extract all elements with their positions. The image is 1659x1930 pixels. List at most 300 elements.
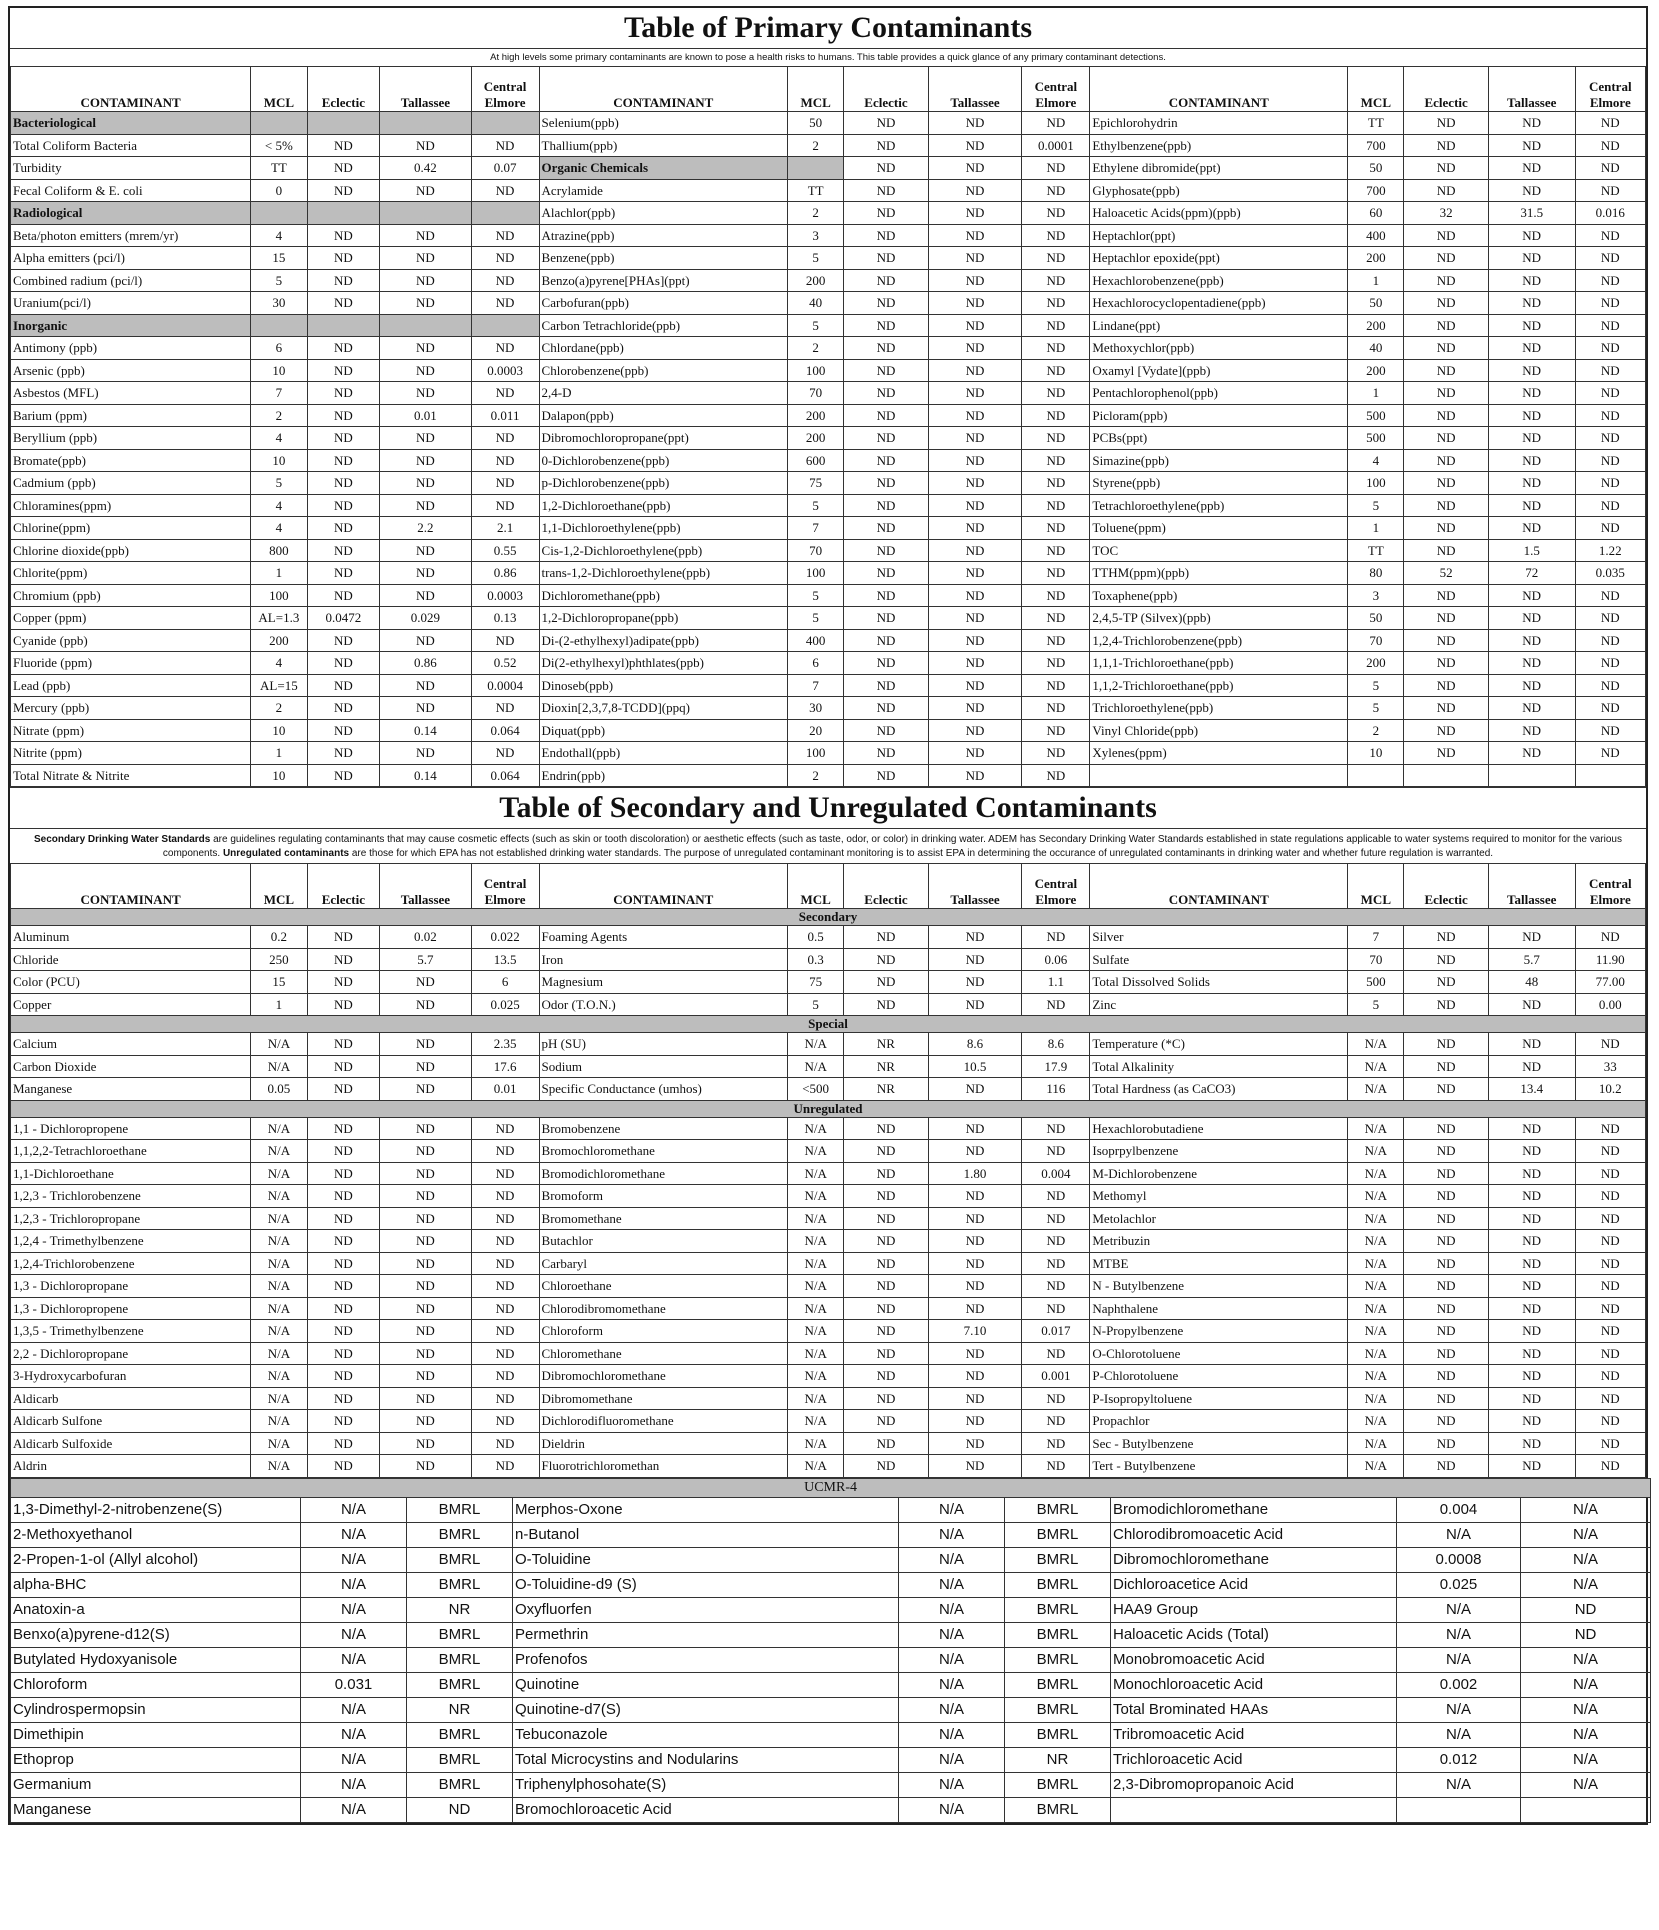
value-cell: ND xyxy=(380,472,471,495)
value-cell: 0.004 xyxy=(1022,1162,1090,1185)
value-cell: ND xyxy=(844,629,928,652)
value-cell xyxy=(380,112,471,135)
value-cell: ND xyxy=(1488,1230,1575,1253)
value-cell: ND xyxy=(380,1342,471,1365)
value-cell: ND xyxy=(928,449,1022,472)
value-cell: ND xyxy=(307,269,380,292)
value-cell: 5 xyxy=(1348,993,1404,1016)
value-cell: 6 xyxy=(251,337,307,360)
contaminant-cell: Methomyl xyxy=(1090,1185,1348,1208)
value-cell: ND xyxy=(1488,517,1575,540)
value-cell: ND xyxy=(1022,337,1090,360)
value-cell: 0.42 xyxy=(380,157,471,180)
value-cell: ND xyxy=(928,1455,1022,1478)
value-cell: ND xyxy=(928,1252,1022,1275)
ucmr-value-cell: 0.025 xyxy=(1397,1572,1521,1597)
value-cell: ND xyxy=(928,993,1022,1016)
value-cell: ND xyxy=(1575,112,1645,135)
value-cell: ND xyxy=(1404,1185,1488,1208)
contaminant-cell: Toluene(ppm) xyxy=(1090,517,1348,540)
header-row xyxy=(11,67,1646,112)
ucmr-row xyxy=(11,1647,1651,1672)
value-cell: 0.3 xyxy=(788,948,844,971)
value-cell: ND xyxy=(928,584,1022,607)
contaminant-cell: 2,2 - Dichloropropane xyxy=(11,1342,251,1365)
contaminant-cell: Aluminum xyxy=(11,926,251,949)
secondary-note xyxy=(10,828,1646,863)
value-cell: ND xyxy=(844,539,928,562)
value-cell: <500 xyxy=(788,1078,844,1101)
value-cell: 5 xyxy=(788,584,844,607)
contaminant-cell: Dibromomethane xyxy=(539,1387,787,1410)
ucmr-row xyxy=(11,1622,1651,1647)
value-cell: ND xyxy=(844,1207,928,1230)
value-cell: ND xyxy=(1488,1365,1575,1388)
value-cell: ND xyxy=(1022,1410,1090,1433)
ucmr-value-cell: N/A xyxy=(301,1647,407,1672)
contaminant-cell: Metolachlor xyxy=(1090,1207,1348,1230)
value-cell: 4 xyxy=(251,224,307,247)
header-row xyxy=(11,864,1646,909)
value-cell: ND xyxy=(928,404,1022,427)
value-cell: ND xyxy=(307,562,380,585)
value-cell: N/A xyxy=(788,1387,844,1410)
ucmr-value-cell: N/A xyxy=(899,1647,1005,1672)
value-cell: N/A xyxy=(251,1342,307,1365)
contaminant-cell: Radiological xyxy=(11,202,251,225)
value-cell: ND xyxy=(1022,719,1090,742)
ucmr-row xyxy=(11,1747,1651,1772)
value-cell: ND xyxy=(1404,719,1488,742)
value-cell: N/A xyxy=(251,1117,307,1140)
contaminant-cell: Dieldrin xyxy=(539,1432,787,1455)
column-header: Eclectic xyxy=(1404,864,1488,909)
ucmr-value-cell: BMRL xyxy=(1005,1522,1111,1547)
contaminant-cell: 1,2-Dichloropropane(ppb) xyxy=(539,607,787,630)
ucmr-value-cell: BMRL xyxy=(407,1572,513,1597)
value-cell: ND xyxy=(1488,1033,1575,1056)
value-cell: 33 xyxy=(1575,1055,1645,1078)
contaminant-cell: Hexachlorocyclopentadiene(ppb) xyxy=(1090,292,1348,315)
value-cell: ND xyxy=(1488,652,1575,675)
value-cell: 13.4 xyxy=(1488,1078,1575,1101)
value-cell: ND xyxy=(1488,993,1575,1016)
value-cell: ND xyxy=(380,1320,471,1343)
value-cell: 0.064 xyxy=(471,719,539,742)
table-row xyxy=(11,494,1646,517)
ucmr-row xyxy=(11,1697,1651,1722)
table-row xyxy=(11,607,1646,630)
value-cell: ND xyxy=(1575,926,1645,949)
value-cell: ND xyxy=(1488,1140,1575,1163)
value-cell: ND xyxy=(380,584,471,607)
value-cell: ND xyxy=(307,1033,380,1056)
value-cell: ND xyxy=(1022,1432,1090,1455)
ucmr-contaminant-cell: Bromodichloromethane xyxy=(1111,1497,1397,1522)
value-cell: ND xyxy=(1404,607,1488,630)
ucmr-contaminant-cell: Trichloroacetic Acid xyxy=(1111,1747,1397,1772)
value-cell: ND xyxy=(307,742,380,765)
contaminant-cell: Di(2-ethylhexyl)phthlates(ppb) xyxy=(539,652,787,675)
value-cell: ND xyxy=(307,926,380,949)
value-cell: 0.00 xyxy=(1575,993,1645,1016)
value-cell: ND xyxy=(1575,1455,1645,1478)
value-cell: ND xyxy=(928,1342,1022,1365)
table-row xyxy=(11,247,1646,270)
value-cell: ND xyxy=(1488,742,1575,765)
table-row xyxy=(11,1055,1646,1078)
table-row xyxy=(11,926,1646,949)
value-cell: 100 xyxy=(788,742,844,765)
value-cell: 1 xyxy=(251,562,307,585)
value-cell: ND xyxy=(307,971,380,994)
value-cell: ND xyxy=(307,697,380,720)
value-cell: 1 xyxy=(251,993,307,1016)
value-cell: 10.2 xyxy=(1575,1078,1645,1101)
ucmr-value-cell: N/A xyxy=(899,1747,1005,1772)
value-cell: ND xyxy=(307,382,380,405)
table-row xyxy=(11,1410,1646,1433)
value-cell: 600 xyxy=(788,449,844,472)
value-cell: ND xyxy=(471,1320,539,1343)
value-cell: 200 xyxy=(788,269,844,292)
column-header: Eclectic xyxy=(307,67,380,112)
contaminant-cell: Tert - Butylbenzene xyxy=(1090,1455,1348,1478)
secondary-table xyxy=(10,863,1646,1478)
table-row xyxy=(11,202,1646,225)
value-cell xyxy=(1575,764,1645,787)
value-cell: ND xyxy=(1488,472,1575,495)
value-cell: 2.35 xyxy=(471,1033,539,1056)
value-cell: ND xyxy=(1022,1297,1090,1320)
value-cell: ND xyxy=(1404,1230,1488,1253)
value-cell: ND xyxy=(380,269,471,292)
value-cell: N/A xyxy=(788,1297,844,1320)
value-cell: ND xyxy=(844,134,928,157)
value-cell: ND xyxy=(844,719,928,742)
table-row xyxy=(11,1365,1646,1388)
contaminant-cell: Carbofuran(ppb) xyxy=(539,292,787,315)
value-cell: 1 xyxy=(1348,269,1404,292)
value-cell: N/A xyxy=(251,1387,307,1410)
ucmr-value-cell: N/A xyxy=(899,1697,1005,1722)
contaminant-cell: Arsenic (ppb) xyxy=(11,359,251,382)
value-cell: ND xyxy=(844,404,928,427)
value-cell: 0.025 xyxy=(471,993,539,1016)
ucmr-row xyxy=(11,1772,1651,1797)
value-cell: ND xyxy=(928,697,1022,720)
ucmr-row xyxy=(11,1547,1651,1572)
value-cell: 7 xyxy=(788,674,844,697)
value-cell: AL=15 xyxy=(251,674,307,697)
value-cell: ND xyxy=(380,674,471,697)
value-cell: ND xyxy=(307,629,380,652)
value-cell: 1.1 xyxy=(1022,971,1090,994)
value-cell: 50 xyxy=(788,112,844,135)
contaminant-cell xyxy=(1090,764,1348,787)
value-cell: ND xyxy=(844,674,928,697)
value-cell: ND xyxy=(1575,1320,1645,1343)
value-cell: ND xyxy=(307,764,380,787)
contaminant-cell: Mercury (ppb) xyxy=(11,697,251,720)
value-cell: 0.0001 xyxy=(1022,134,1090,157)
value-cell: ND xyxy=(307,247,380,270)
contaminant-cell: Aldrin xyxy=(11,1455,251,1478)
value-cell: 10 xyxy=(1348,742,1404,765)
contaminant-cell: Total Coliform Bacteria xyxy=(11,134,251,157)
value-cell: ND xyxy=(928,494,1022,517)
value-cell: 75 xyxy=(788,472,844,495)
value-cell: ND xyxy=(928,1432,1022,1455)
value-cell: ND xyxy=(1404,1275,1488,1298)
contaminant-cell: PCBs(ppt) xyxy=(1090,427,1348,450)
value-cell: ND xyxy=(1022,472,1090,495)
value-cell: 5 xyxy=(788,314,844,337)
value-cell: ND xyxy=(380,179,471,202)
value-cell: ND xyxy=(1488,179,1575,202)
value-cell: 0 xyxy=(251,179,307,202)
value-cell: N/A xyxy=(251,1162,307,1185)
ucmr-value-cell: N/A xyxy=(899,1772,1005,1797)
value-cell: ND xyxy=(471,1230,539,1253)
ucmr-contaminant-cell: O-Toluidine xyxy=(513,1547,899,1572)
value-cell: N/A xyxy=(788,1432,844,1455)
value-cell: ND xyxy=(928,247,1022,270)
value-cell: ND xyxy=(1404,1117,1488,1140)
value-cell: ND xyxy=(928,1275,1022,1298)
value-cell: ND xyxy=(928,652,1022,675)
ucmr-value-cell: BMRL xyxy=(1005,1622,1111,1647)
contaminant-cell: Styrene(ppb) xyxy=(1090,472,1348,495)
value-cell xyxy=(307,202,380,225)
value-cell: 2.1 xyxy=(471,517,539,540)
value-cell: ND xyxy=(1575,1230,1645,1253)
value-cell: ND xyxy=(471,179,539,202)
value-cell: ND xyxy=(1022,1387,1090,1410)
value-cell: N/A xyxy=(788,1185,844,1208)
value-cell: ND xyxy=(1404,926,1488,949)
contaminant-cell: 1,3 - Dichloropropane xyxy=(11,1275,251,1298)
value-cell: 0.5 xyxy=(788,926,844,949)
value-cell: ND xyxy=(844,1432,928,1455)
value-cell: 700 xyxy=(1348,179,1404,202)
value-cell: ND xyxy=(380,697,471,720)
contaminant-cell: Dalapon(ppb) xyxy=(539,404,787,427)
contaminant-cell: 1,3,5 - Trimethylbenzene xyxy=(11,1320,251,1343)
value-cell: 0.01 xyxy=(471,1078,539,1101)
ucmr-contaminant-cell: Quinotine-d7(S) xyxy=(513,1697,899,1722)
value-cell: ND xyxy=(1404,157,1488,180)
value-cell: 200 xyxy=(788,404,844,427)
contaminant-cell: Hexachlorobenzene(ppb) xyxy=(1090,269,1348,292)
ucmr-value-cell: BMRL xyxy=(1005,1772,1111,1797)
value-cell: 10 xyxy=(251,764,307,787)
table-row xyxy=(11,1078,1646,1101)
value-cell: 0.02 xyxy=(380,926,471,949)
contaminant-cell: Thallium(ppb) xyxy=(539,134,787,157)
value-cell: ND xyxy=(844,472,928,495)
value-cell: ND xyxy=(471,697,539,720)
column-header: Tallassee xyxy=(928,67,1022,112)
contaminant-cell: 1,2-Dichloroethane(ppb) xyxy=(539,494,787,517)
ucmr-row xyxy=(11,1722,1651,1747)
contaminant-cell: Glyphosate(ppb) xyxy=(1090,179,1348,202)
value-cell: 5 xyxy=(1348,674,1404,697)
contaminant-cell: Dichloromethane(ppb) xyxy=(539,584,787,607)
value-cell: ND xyxy=(380,1055,471,1078)
value-cell: ND xyxy=(471,1455,539,1478)
value-cell: ND xyxy=(1575,359,1645,382)
value-cell: ND xyxy=(471,427,539,450)
ucmr-contaminant-cell: Cylindrospermopsin xyxy=(11,1697,301,1722)
value-cell: 52 xyxy=(1404,562,1488,585)
table-row xyxy=(11,224,1646,247)
ucmr-value-cell: N/A xyxy=(1397,1622,1521,1647)
value-cell: N/A xyxy=(1348,1185,1404,1208)
value-cell: 200 xyxy=(1348,359,1404,382)
contaminant-cell: Isoprpylbenzene xyxy=(1090,1140,1348,1163)
ucmr-value-cell: N/A xyxy=(1521,1772,1651,1797)
contaminant-cell: pH (SU) xyxy=(539,1033,787,1056)
contaminant-cell: Carbon Dioxide xyxy=(11,1055,251,1078)
value-cell: ND xyxy=(844,1365,928,1388)
ucmr-table xyxy=(10,1478,1651,1823)
contaminant-cell: Ethylbenzene(ppb) xyxy=(1090,134,1348,157)
contaminant-cell: Methoxychlor(ppb) xyxy=(1090,337,1348,360)
value-cell: ND xyxy=(844,993,928,1016)
contaminant-cell: 1,1,2,2-Tetrachloroethane xyxy=(11,1140,251,1163)
value-cell: ND xyxy=(844,1455,928,1478)
value-cell: ND xyxy=(1488,1275,1575,1298)
value-cell: ND xyxy=(1022,1140,1090,1163)
value-cell: ND xyxy=(307,1455,380,1478)
column-header: Central Elmore xyxy=(1575,864,1645,909)
value-cell xyxy=(471,202,539,225)
value-cell: ND xyxy=(1022,224,1090,247)
value-cell: 500 xyxy=(1348,971,1404,994)
contaminant-cell: Vinyl Chloride(ppb) xyxy=(1090,719,1348,742)
table-row xyxy=(11,993,1646,1016)
ucmr-contaminant-cell: Triphenylphosohate(S) xyxy=(513,1772,899,1797)
ucmr-value-cell: BMRL xyxy=(1005,1672,1111,1697)
value-cell: ND xyxy=(1022,539,1090,562)
column-header: CONTAMINANT xyxy=(539,864,787,909)
value-cell: 0.07 xyxy=(471,157,539,180)
ucmr-value-cell: N/A xyxy=(301,1722,407,1747)
ucmr-value-cell: N/A xyxy=(301,1497,407,1522)
value-cell: 2 xyxy=(788,337,844,360)
contaminant-cell: Beta/photon emitters (mrem/yr) xyxy=(11,224,251,247)
ucmr-row xyxy=(11,1797,1651,1822)
table-row xyxy=(11,1432,1646,1455)
secondary-title: Table of Secondary and Unregulated Contaminants xyxy=(10,787,1646,828)
value-cell xyxy=(1488,764,1575,787)
value-cell: ND xyxy=(844,697,928,720)
ucmr-contaminant-cell: HAA9 Group xyxy=(1111,1597,1397,1622)
contaminant-cell: 1,2,4 - Trimethylbenzene xyxy=(11,1230,251,1253)
contaminant-cell: Foaming Agents xyxy=(539,926,787,949)
value-cell: N/A xyxy=(251,1297,307,1320)
value-cell: ND xyxy=(1404,269,1488,292)
value-cell: ND xyxy=(307,1162,380,1185)
value-cell: ND xyxy=(1575,1365,1645,1388)
value-cell: ND xyxy=(928,202,1022,225)
value-cell: ND xyxy=(380,1140,471,1163)
contaminant-cell: 1,1 - Dichloropropene xyxy=(11,1117,251,1140)
value-cell: ND xyxy=(380,337,471,360)
value-cell: ND xyxy=(1022,517,1090,540)
value-cell: AL=1.3 xyxy=(251,607,307,630)
ucmr-value-cell: N/A xyxy=(1521,1747,1651,1772)
group-band-row xyxy=(11,1016,1646,1033)
value-cell: ND xyxy=(928,157,1022,180)
value-cell: ND xyxy=(1575,517,1645,540)
value-cell: 0.029 xyxy=(380,607,471,630)
contaminant-cell: 2,4,5-TP (Silvex)(ppb) xyxy=(1090,607,1348,630)
value-cell: ND xyxy=(844,224,928,247)
value-cell: 0.0004 xyxy=(471,674,539,697)
value-cell: ND xyxy=(1488,404,1575,427)
value-cell: N/A xyxy=(788,1320,844,1343)
value-cell: 2 xyxy=(788,134,844,157)
ucmr-value-cell xyxy=(1397,1797,1521,1822)
contaminant-cell: Bromochloromethane xyxy=(539,1140,787,1163)
ucmr-contaminant-cell: Dimethipin xyxy=(11,1722,301,1747)
value-cell: NR xyxy=(844,1055,928,1078)
value-cell: ND xyxy=(844,1320,928,1343)
ucmr-value-cell: BMRL xyxy=(1005,1697,1111,1722)
ucmr-value-cell: N/A xyxy=(1521,1547,1651,1572)
value-cell: ND xyxy=(1404,1252,1488,1275)
value-cell: N/A xyxy=(251,1410,307,1433)
value-cell: 5 xyxy=(788,494,844,517)
ucmr-value-cell: BMRL xyxy=(1005,1572,1111,1597)
value-cell: N/A xyxy=(1348,1297,1404,1320)
ucmr-value-cell: N/A xyxy=(1521,1697,1651,1722)
contaminant-cell: Total Dissolved Solids xyxy=(1090,971,1348,994)
ucmr-value-cell: ND xyxy=(1521,1597,1651,1622)
ucmr-value-cell: 0.031 xyxy=(301,1672,407,1697)
contaminant-cell: Asbestos (MFL) xyxy=(11,382,251,405)
value-cell: 0.52 xyxy=(471,652,539,675)
contaminant-cell: TTHM(ppm)(ppb) xyxy=(1090,562,1348,585)
group-label: Secondary xyxy=(11,909,1646,926)
value-cell: ND xyxy=(471,629,539,652)
value-cell: 10.5 xyxy=(928,1055,1022,1078)
value-cell: 7 xyxy=(251,382,307,405)
value-cell: ND xyxy=(1488,1455,1575,1478)
value-cell: ND xyxy=(471,1140,539,1163)
contaminant-cell: P-Chlorotoluene xyxy=(1090,1365,1348,1388)
contaminant-cell: Alachlor(ppb) xyxy=(539,202,787,225)
ucmr-contaminant-cell: Total Brominated HAAs xyxy=(1111,1697,1397,1722)
value-cell: ND xyxy=(1404,247,1488,270)
value-cell: 10 xyxy=(251,449,307,472)
value-cell: ND xyxy=(1404,1078,1488,1101)
contaminant-cell: Inorganic xyxy=(11,314,251,337)
value-cell: 5.7 xyxy=(380,948,471,971)
ucmr-value-cell: BMRL xyxy=(407,1672,513,1697)
value-cell: ND xyxy=(307,1275,380,1298)
value-cell: ND xyxy=(1575,1410,1645,1433)
table-row xyxy=(11,1320,1646,1343)
value-cell: ND xyxy=(307,134,380,157)
value-cell: ND xyxy=(928,607,1022,630)
contaminant-cell: Chlorodibromomethane xyxy=(539,1297,787,1320)
value-cell: ND xyxy=(1575,674,1645,697)
value-cell: ND xyxy=(844,1410,928,1433)
value-cell: N/A xyxy=(1348,1162,1404,1185)
